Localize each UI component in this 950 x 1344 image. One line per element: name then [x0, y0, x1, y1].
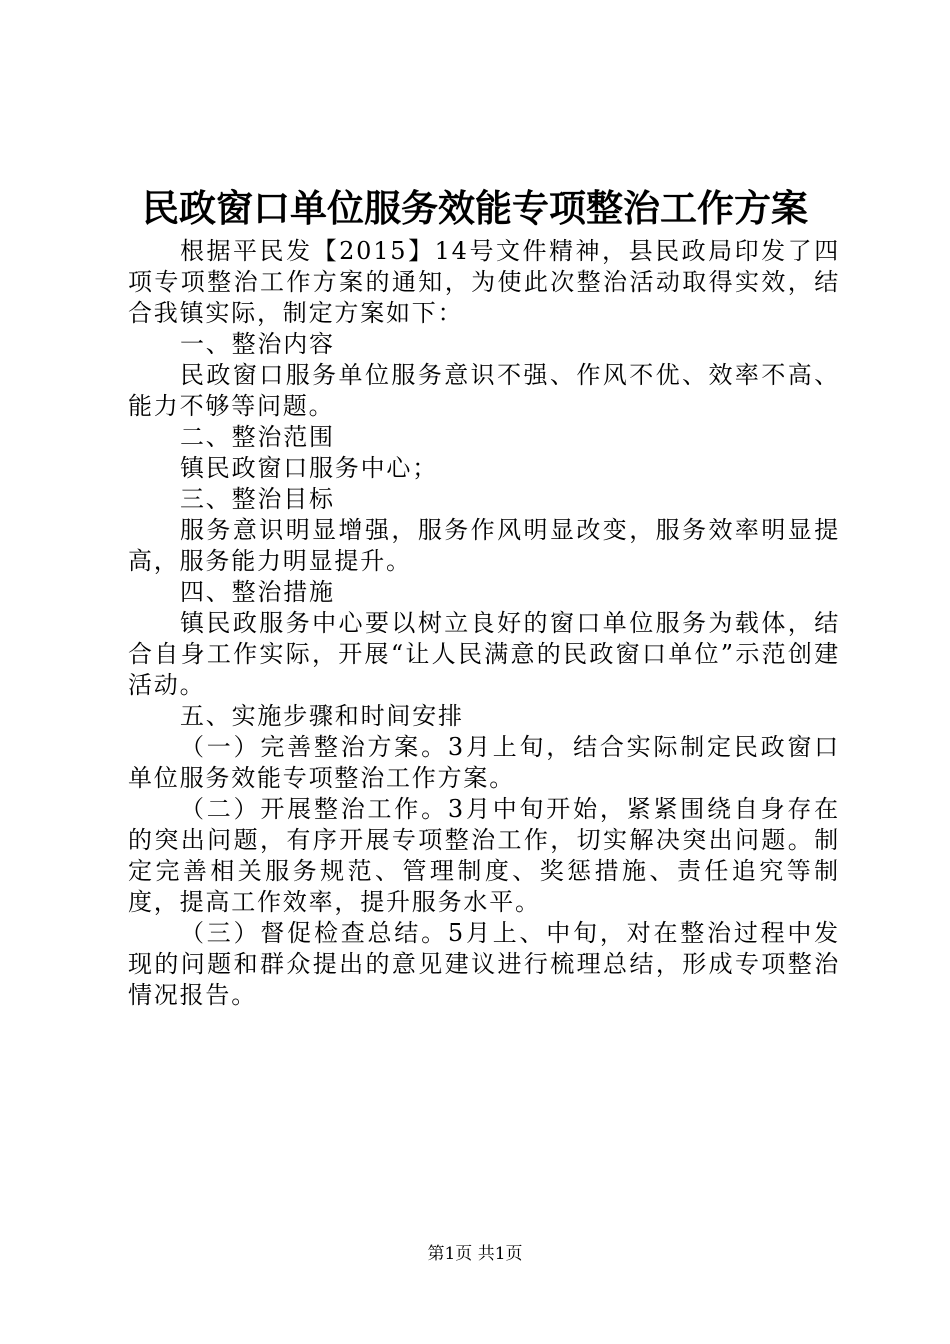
section-text-measures: 镇民政服务中心要以树立良好的窗口单位服务为载体，结合自身工作实际，开展“让人民满意的民政窗口单位”示范创建活动。	[128, 609, 840, 699]
intro-paragraph: 根据平民发【2015】14号文件精神，县民政局印发了四项专项整治工作方案的通知，为使此次整治活动取得实效，结合我镇实际，制定方案如下：	[128, 237, 840, 327]
page-number-footer: 第1页 共1页	[427, 1244, 523, 1264]
section-text-scope: 镇民政窗口服务中心；	[180, 454, 438, 482]
section-heading-goals: 三、整治目标	[180, 485, 335, 513]
section-heading-content: 一、整治内容	[180, 330, 335, 358]
section-heading-measures: 四、整治措施	[180, 578, 335, 606]
section-heading-scope: 二、整治范围	[180, 423, 335, 451]
document-title: 民政窗口单位服务效能专项整治工作方案	[142, 186, 808, 230]
step-item-2: （二）开展整治工作。3月中旬开始，紧紧围绕自身存在的突出问题，有序开展专项整治工作，切实解决突出问题。制定完善相关服务规范、管理制度、奖惩措施、责任追究等制度，提高工作效率，提升服务水平。	[128, 795, 840, 916]
step-item-3: （三）督促检查总结。5月上、中旬，对在整治过程中发现的问题和群众提出的意见建议进行梳理总结，形成专项整治情况报告。	[128, 919, 840, 1009]
section-heading-steps: 五、实施步骤和时间安排	[180, 702, 464, 730]
step-item-1: （一）完善整治方案。3月上旬，结合实际制定民政窗口单位服务效能专项整治工作方案。	[128, 733, 840, 792]
document-body	[128, 236, 840, 1011]
section-text-content: 民政窗口服务单位服务意识不强、作风不优、效率不高、能力不够等问题。	[128, 361, 840, 420]
section-text-goals: 服务意识明显增强，服务作风明显改变，服务效率明显提高，服务能力明显提升。	[128, 516, 840, 575]
